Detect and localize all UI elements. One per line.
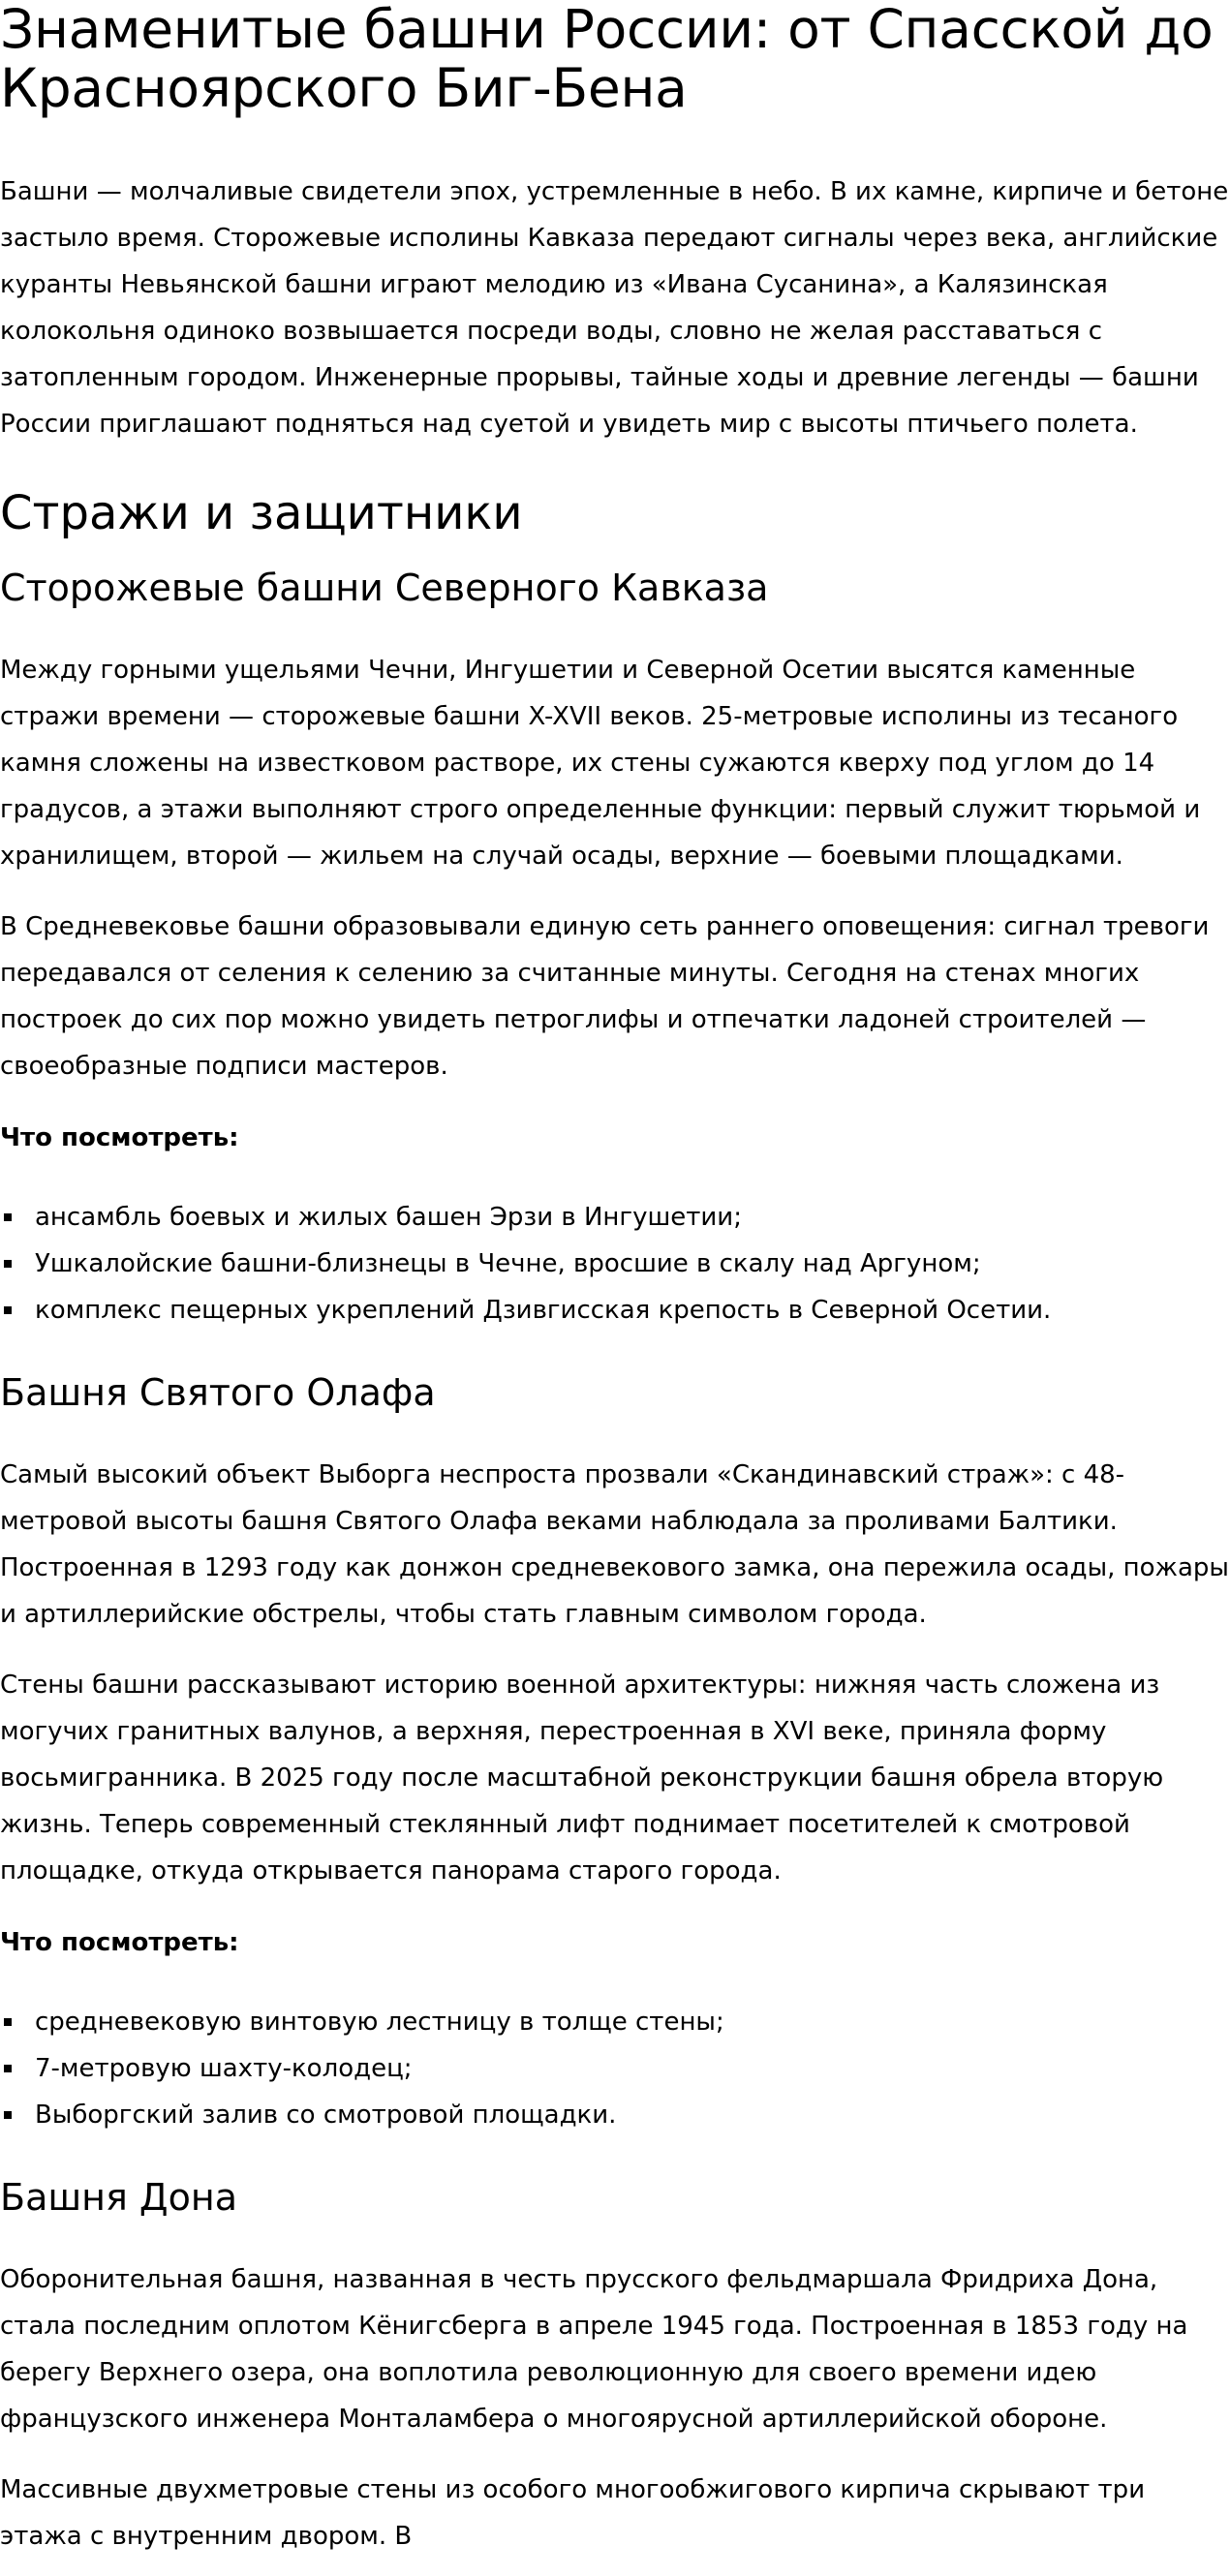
square-bullet-icon — [4, 1306, 12, 1314]
tower-paragraph: Оборонительная башня, названная в честь прусского фельдмаршала Фридриха Дона, стала последним оплотом Кёнигсберга в апреле 1945 года. Построенная в 1853 году на берегу Верхнего озера, она воплотила революционную для своего времени идею французского инженера Монталамбера о многоярусной артиллерийской обороне. — [0, 2265, 1188, 2434]
list-item — [0, 1241, 1230, 1287]
what-to-see-label: Что посмотреть: — [0, 1123, 239, 1152]
tower-heading-olaf: Башня Святого Олафа — [0, 1371, 436, 1414]
section-heading-guardians: Стражи и защитники — [0, 486, 523, 540]
tower-paragraph: Массивные двухметровые стены из особого многообжигового кирпича скрывают три этажа с внутренним двором. В — [0, 2475, 1146, 2551]
list-item-text: ансамбль боевых и жилых башен Эрзи в Ингушетии; — [35, 1203, 742, 1232]
what-to-see-list — [0, 1194, 1230, 1334]
what-to-see-list — [0, 1999, 1230, 2138]
list-item-text: 7-метровую шахту-колодец; — [35, 2054, 413, 2083]
list-item — [0, 1194, 1230, 1241]
square-bullet-icon — [4, 2065, 12, 2072]
tower-paragraph: В Средневековье башни образовывали единую сеть раннего оповещения: сигнал тревоги передавался от селения к селению за считанные минуты. Сегодня на стенах многих построек до сих пор можно увидеть петроглифы и отпечатки ладоней строителей — своеобразные подписи мастеров. — [0, 912, 1210, 1081]
article-intro: Башни — молчаливые свидетели эпох, устремленные в небо. В их камне, кирпиче и бетоне застыло время. Сторожевые исполины Кавказа передают сигналы через века, английские куранты Невьянской башни играют мелодию из «Ивана Сусанина», а Калязинская колокольня одиноко возвышается посреди воды, словно не желая расставаться с затопленным городом. Инженерные прорывы, тайные ходы и древние легенды — башни России приглашают подняться над суетой и увидеть мир с высоты птичьего полета. — [0, 177, 1229, 439]
list-item-text: средневековую винтовую лестницу в толще стены; — [35, 2008, 724, 2037]
square-bullet-icon — [4, 1213, 12, 1221]
list-item-text: Ушкалойские башни-близнецы в Чечне, вросшие в скалу над Аргуном; — [35, 1249, 981, 1278]
list-item-text: Выборгский залив со смотровой площадки. — [35, 2101, 617, 2130]
list-item-text: комплекс пещерных укреплений Дзивгисская крепость в Северной Осетии. — [35, 1296, 1052, 1325]
tower-paragraph: Самый высокий объект Выборга неспроста прозвали «Скандинавский страж»: с 48-метровой высоты башня Святого Олафа веками наблюдала за проливами Балтики. Построенная в 1293 году как донжон средневекового замка, она пережила осады, пожары и артиллерийские обстрелы, чтобы стать главным символом города. — [0, 1460, 1229, 1629]
tower-heading-caucasus: Сторожевые башни Северного Кавказа — [0, 567, 769, 609]
square-bullet-icon — [4, 1260, 12, 1268]
square-bullet-icon — [4, 2111, 12, 2119]
list-item — [0, 2092, 1230, 2138]
list-item — [0, 1287, 1230, 1334]
list-item — [0, 2045, 1230, 2092]
list-item — [0, 1999, 1230, 2045]
square-bullet-icon — [4, 2018, 12, 2026]
tower-paragraph: Стены башни рассказывают историю военной архитектуры: нижняя часть сложена из могучих гранитных валунов, а верхняя, перестроенная в XVI веке, приняла форму восьмигранника. В 2025 году после масштабной реконструкции башня обрела вторую жизнь. Теперь современный стеклянный лифт поднимает посетителей к смотровой площадке, откуда открывается панорама старого города. — [0, 1671, 1164, 1886]
tower-paragraph: Между горными ущельями Чечни, Ингушетии и Северной Осетии высятся каменные стражи времени — сторожевые башни X-XVII веков. 25-метровые исполины из тесаного камня сложены на известковом растворе, их стены сужаются кверху под углом до 14 градусов, а этажи выполняют строго определенные функции: первый служит тюрьмой и хранилищем, второй — жильем на случай осады, верхние — боевыми площадками. — [0, 656, 1201, 871]
what-to-see-label: Что посмотреть: — [0, 1928, 239, 1957]
article-title: Знаменитые башни России: от Спасской до Красноярского Биг-Бена — [0, 0, 1214, 119]
tower-heading-don: Башня Дона — [0, 2176, 237, 2219]
